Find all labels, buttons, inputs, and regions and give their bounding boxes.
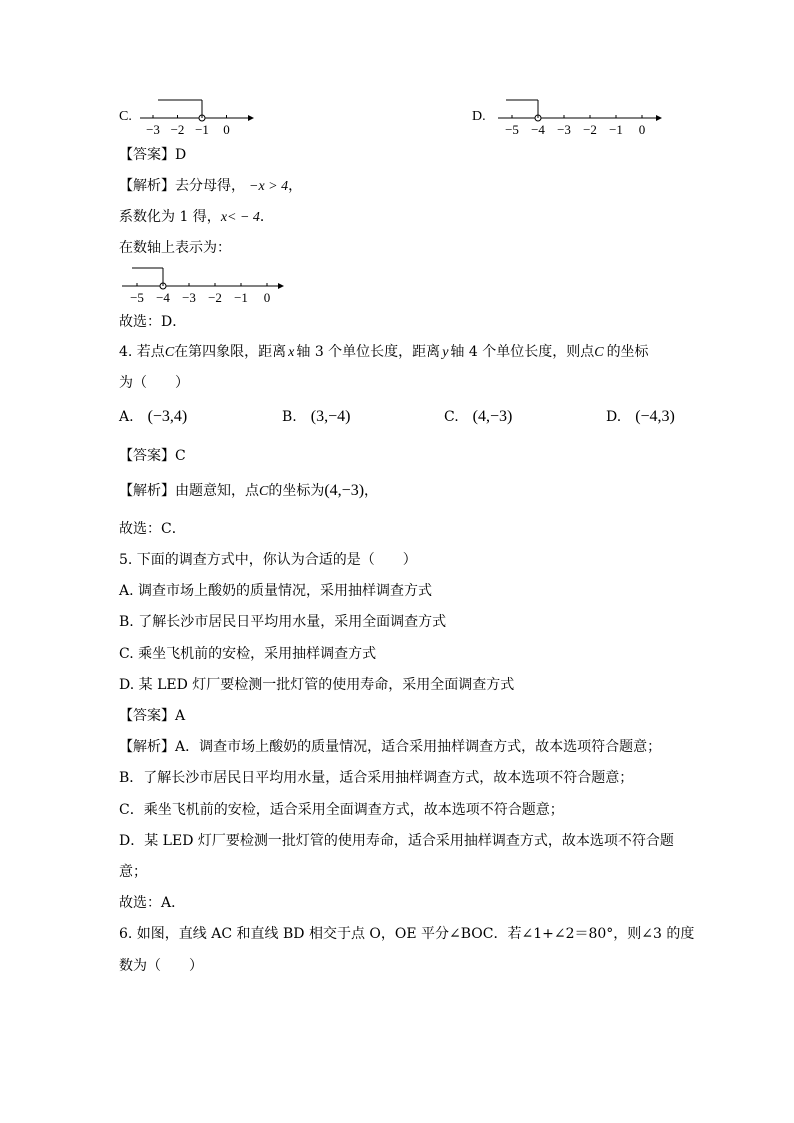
q3-analysis-step2: [119, 208, 274, 227]
q4-stem-line1: [119, 343, 649, 362]
q4-option-b: [282, 408, 350, 426]
q4-choose: 故选：C．: [119, 521, 186, 537]
q4-stem-d: 轴 4 个单位长度，则点: [450, 344, 595, 360]
q4-stem-b: 在第四象限，距离: [174, 344, 287, 360]
tick-label: −2: [583, 122, 597, 137]
q3-option-d-label: D.: [472, 109, 486, 124]
q5-analysis-line-3: C．乘坐飞机前的安检，适合采用全面调查方式，故本选项不符合题意；: [119, 802, 564, 818]
q4-stem-a: 4. 若点: [119, 344, 165, 360]
q4-option-a-value: (−3,4): [147, 408, 188, 425]
tick-label: 0: [263, 290, 271, 305]
tick-label: −3: [182, 290, 196, 305]
q3-analysis-step3: 在数轴上表示为：: [119, 240, 231, 256]
tick-label: 0: [223, 122, 230, 137]
step1-math: −x > 4: [249, 179, 289, 194]
q4-analysis-a: 【解析】由题意知，点: [119, 483, 259, 499]
q4-x-axis: x: [288, 345, 295, 360]
q4-point-c2: C: [594, 345, 604, 360]
tick-label: −2: [208, 290, 222, 305]
q4-option-d-label: D.: [606, 409, 622, 425]
q4-analysis-value: (4,−3): [324, 482, 365, 499]
q4-option-c: [444, 408, 512, 426]
q3-analysis-step1: [119, 177, 302, 196]
tick-label: −3: [146, 122, 160, 137]
step2-text: 系数化为 1 得，: [119, 209, 221, 225]
q4-option-b-value: (3,−4): [310, 408, 351, 425]
q5-analysis-line-2: B．了解长沙市居民日平均用水量，适合采用抽样调查方式，故本选项不符合题意；: [119, 770, 634, 786]
q4-option-d: [606, 408, 675, 426]
tick-label: 0: [638, 122, 646, 137]
q3-answer: 【答案】D: [119, 147, 187, 163]
tick-label: −3: [557, 122, 571, 137]
step1-text: 去分母得，: [175, 178, 245, 194]
q3-choose: 故选：D．: [119, 314, 187, 330]
q5-option-a: A. 调查市场上酸奶的质量情况，采用抽样调查方式: [119, 583, 433, 599]
q4-option-b-label: B.: [282, 409, 297, 425]
q5-stem: 5. 下面的调查方式中，你认为合适的是（ ）: [119, 552, 417, 568]
q6-stem-line2: 数为（ ）: [119, 958, 203, 974]
q4-analysis: [119, 482, 378, 501]
q4-option-d-value: (−4,3): [635, 408, 675, 425]
q4-stem-e: 的坐标: [606, 344, 649, 360]
q3-analysis-number-line: [122, 264, 292, 304]
q5-analysis-line-1: 【解析】A．调查市场上酸奶的质量情况，适合采用抽样调查方式，故本选项符合题意；: [119, 739, 662, 755]
q6-stem-line1: 6. 如图，直线 AC 和直线 BD 相交于点 O，OE 平分∠BOC．若∠1+∠2＝80°，则∠3 的度: [119, 926, 695, 942]
q4-option-c-value: (4,−3): [472, 408, 513, 425]
q4-analysis-point-c: C: [259, 484, 269, 499]
q5-choose: 故选：A．: [119, 895, 186, 911]
q3-option-d-number-line: [498, 96, 668, 136]
q5-option-d: D. 某 LED 灯厂要检测一批灯管的使用寿命，采用全面调查方式: [119, 677, 515, 693]
tick-label: −1: [195, 122, 209, 137]
q4-option-a-label: A.: [119, 409, 134, 425]
q5-option-b: B. 了解长沙市居民日平均用水量，采用全面调查方式: [119, 614, 447, 630]
q4-stem-c: 轴 3 个单位长度，距离: [296, 344, 441, 360]
tick-label: −5: [505, 122, 519, 137]
q4-y-axis: y: [442, 345, 449, 360]
q3-option-c-label: C.: [119, 109, 132, 124]
q5-analysis-line-5: 意；: [119, 864, 147, 880]
q4-option-a: [119, 408, 187, 426]
tick-label: −5: [130, 290, 144, 305]
tick-label: −1: [609, 122, 623, 137]
q5-option-c: C. 乘坐飞机前的安检，采用抽样调查方式: [119, 646, 377, 662]
q5-answer: 【答案】A: [119, 708, 186, 724]
analysis-head: 【解析】: [119, 178, 175, 194]
tick-label: −4: [531, 122, 545, 137]
q4-analysis-tail: ，: [364, 483, 379, 499]
step2-tail: ．: [259, 209, 274, 225]
tick-label: −4: [156, 290, 170, 305]
q4-answer: 【答案】C: [119, 448, 186, 464]
step2-math: x< − 4: [220, 210, 260, 225]
q3-option-c-number-line: [140, 96, 260, 136]
q4-option-c-label: C.: [444, 409, 459, 425]
q4-analysis-b: 的坐标为: [268, 483, 325, 499]
q5-analysis-line-4: D．某 LED 灯厂要检测一批灯管的使用寿命，适合采用抽样调查方式，故本选项不符合题: [119, 833, 674, 849]
q4-stem-line2: 为（ ）: [119, 375, 189, 391]
tick-label: −1: [234, 290, 248, 305]
step1-tail: ，: [288, 178, 303, 194]
q4-point-c: C: [164, 345, 175, 360]
tick-label: −2: [170, 122, 185, 137]
